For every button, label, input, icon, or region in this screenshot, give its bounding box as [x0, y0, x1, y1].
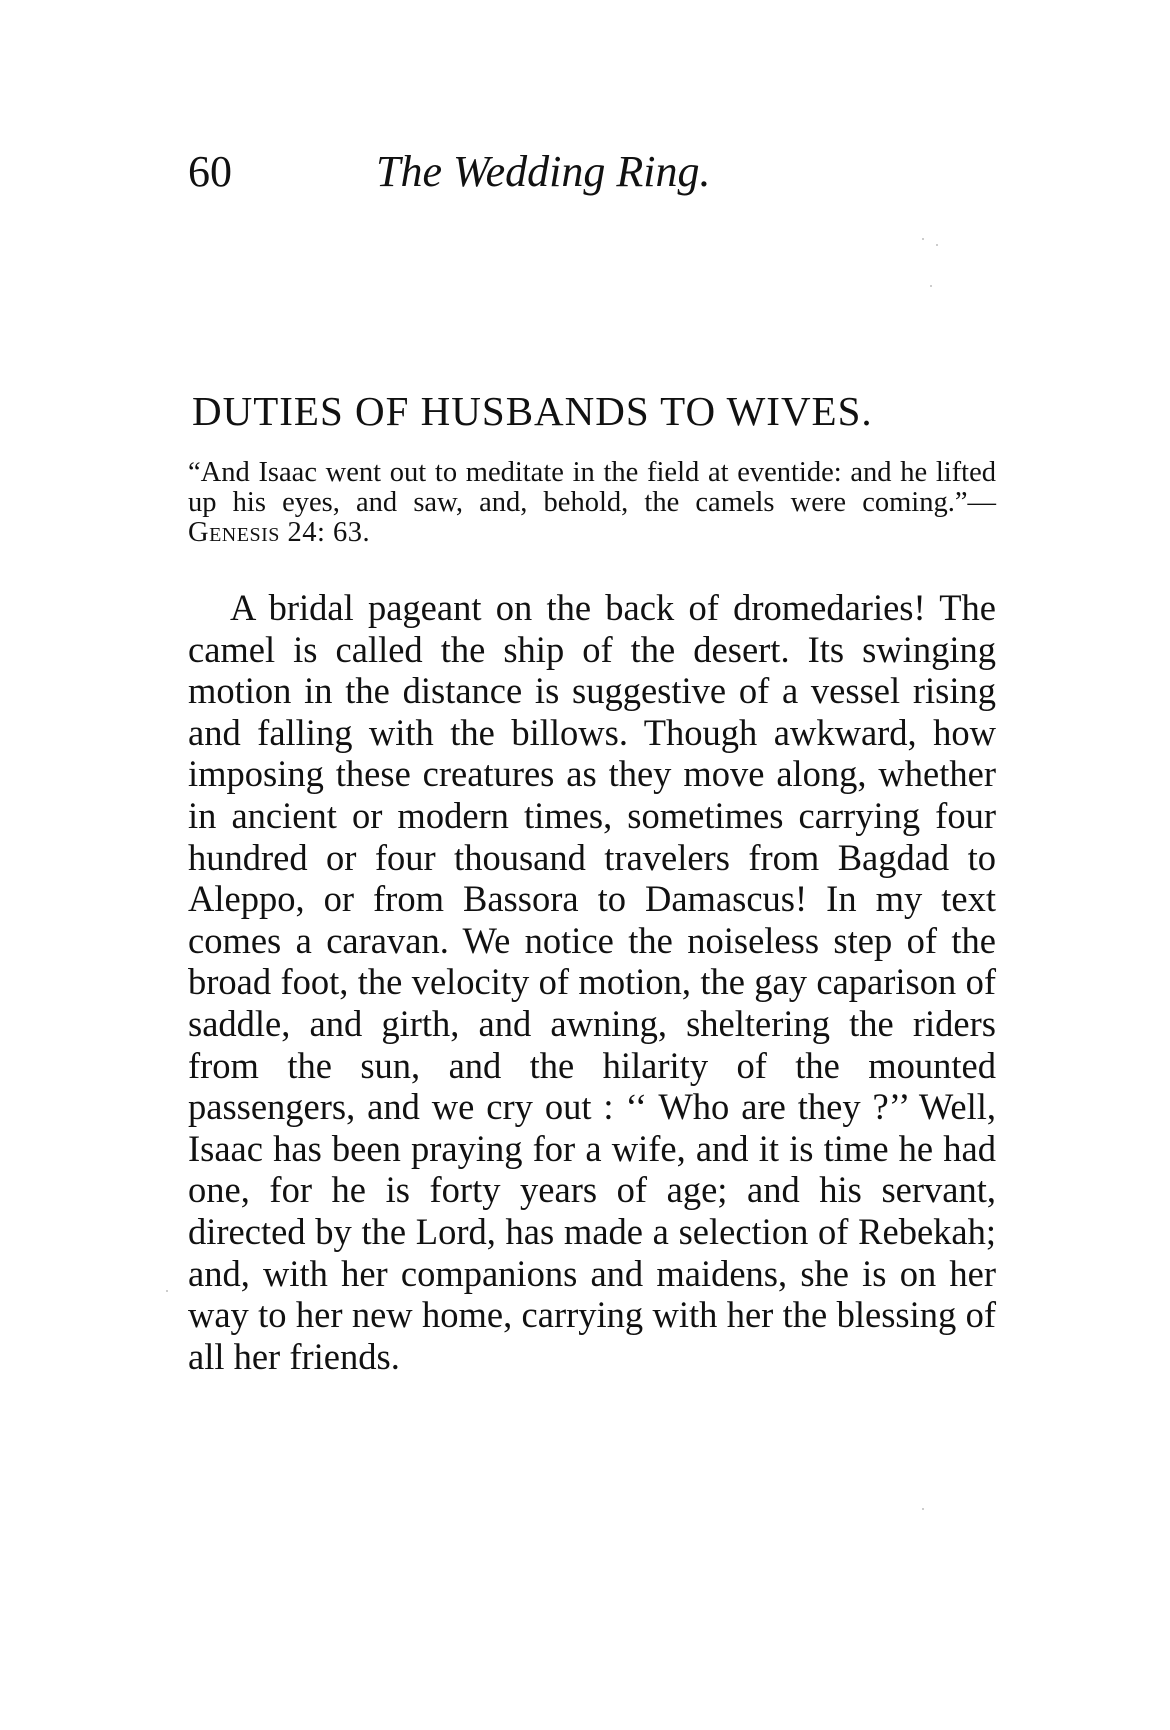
scan-speck [936, 244, 938, 246]
page-number: 60 [188, 147, 232, 196]
scan-speck [166, 1290, 168, 1292]
scan-speck [922, 1508, 924, 1510]
scan-speck [930, 285, 932, 287]
running-head [188, 142, 808, 202]
body-text [188, 587, 996, 1377]
epigraph-reference: Genesis 24: 63. [188, 517, 371, 548]
body-paragraph: A bridal pageant on the back of dromedaries! The camel is called the ship of the desert. Its swinging motion in the distance is suggestive of a vessel rising and falling with the billows. Though awkward, how imposing these creatures as they move along, whether in ancient or modern times, sometimes carrying four hundred or four thousand travelers from Bagdad to Aleppo, or from Bassora to Damascus! In my text comes a caravan. We notice the noiseless step of the broad foot, the velocity of motion, the gay caparison of saddle, and girth, and awning, sheltering the riders from the sun, and the hilarity of the mounted passengers, and we cry out : ‘‘ Who are they ?’’ Well, Isaac has been praying for a wife, and it is time he had one, for he is forty years of age; and his servant, directed by the Lord, has made a selection of Rebekah; and, with her companions and maidens, she is on her way to her new home, carrying with her the blessing of all her friends. [188, 587, 996, 1377]
scan-speck [922, 238, 924, 240]
running-title: The Wedding Ring. [376, 147, 711, 196]
epigraph-quote: “And Isaac went out to meditate in the field at eventide: and he lifted up his eyes, and saw, and, behold, the camels were coming.”— [188, 457, 996, 518]
epigraph [188, 458, 996, 548]
section-heading: DUTIES OF HUSBANDS TO WIVES. [192, 388, 873, 434]
